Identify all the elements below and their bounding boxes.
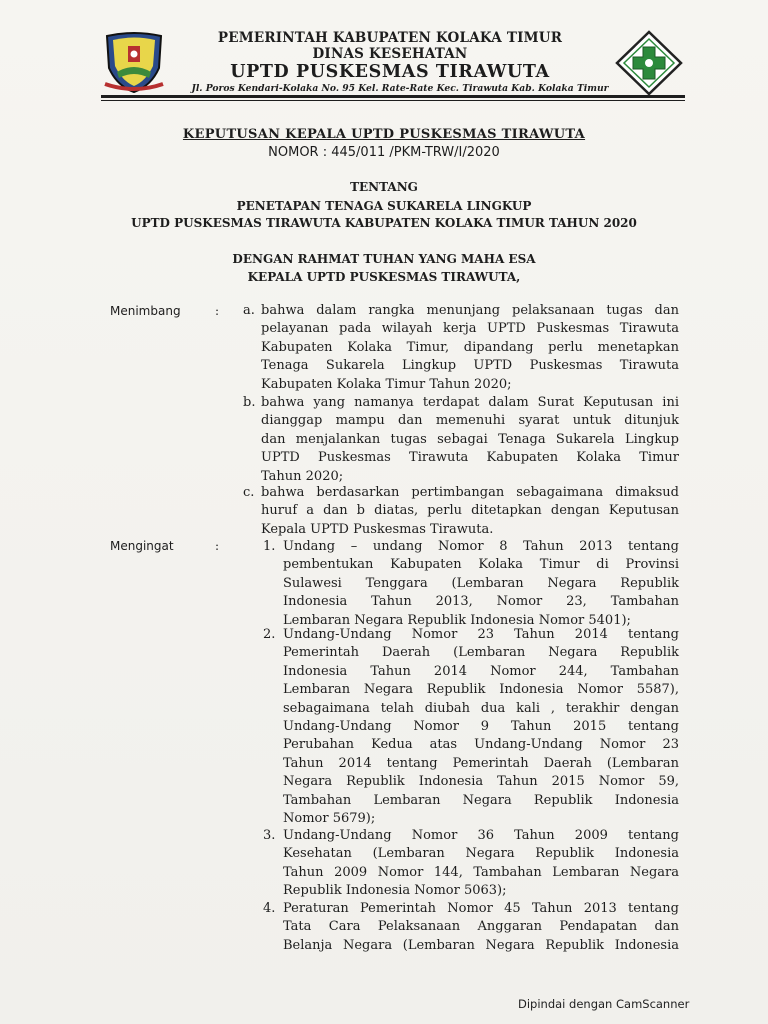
regency-emblem-logo xyxy=(101,28,167,94)
item-line: Tahun 2020; xyxy=(261,468,344,484)
letterhead-address: Jl. Poros Kendari-Kolaka No. 95 Kel. Rate-Rate Kec. Tirawuta Kab. Kolaka Timur xyxy=(191,83,609,94)
item-marker: b. xyxy=(243,395,256,410)
item-line: bahwa dalam rangka menunjang pelaksanaan tugas dan xyxy=(261,303,679,318)
item-line: Lembaran Negara Republik Indonesia Nomor 5587), xyxy=(283,682,679,698)
item-line: bahwa yang namanya terdapat dalam Surat Keputusan ini xyxy=(261,395,679,410)
item-line: bahwa berdasarkan pertimbangan sebagaimana dimaksud xyxy=(261,485,679,500)
item-line: Kepala UPTD Puskesmas Tirawuta. xyxy=(261,521,494,537)
item-line: Tata Cara Pelaksanaan Anggaran Pendapatan dan xyxy=(283,919,679,935)
item-line: Pemerintah Daerah (Lembaran Negara Republik xyxy=(283,645,679,661)
item-line: Undang – undang Nomor 8 Tahun 2013 tentang xyxy=(283,539,679,554)
item-line: UPTD Puskesmas Tirawuta Kabupaten Kolaka Timur xyxy=(261,450,679,466)
institution-name: UPTD PUSKESMAS TIRAWUTA xyxy=(230,62,550,82)
item-marker: 1. xyxy=(263,539,276,554)
mengingat-label: Mengingat xyxy=(110,539,174,553)
item-marker: a. xyxy=(243,303,255,318)
item-line: Tenaga Sukarela Lingkup UPTD Puskesmas Tirawuta xyxy=(261,358,679,374)
item-line: Indonesia Tahun 2014 Nomor 244, Tambahan xyxy=(283,663,679,679)
decree-title: KEPUTUSAN KEPALA UPTD PUSKESMAS TIRAWUTA xyxy=(182,127,586,142)
letterhead-text xyxy=(175,30,605,82)
item-line: Negara Republik Indonesia Tahun 2015 Nomor 59, xyxy=(283,774,679,790)
item-marker: c. xyxy=(243,485,255,500)
item-line: Undang-Undang Nomor 9 Tahun 2015 tentang xyxy=(283,719,679,734)
item-line: Kesehatan (Lembaran Negara Republik Indonesia xyxy=(283,846,679,862)
menimbang-colon: : xyxy=(215,304,220,318)
item-line: Tahun 2014 tentang Pemerintah Daerah (Lembaran xyxy=(283,755,679,771)
item-line: Belanja Negara (Lembaran Negara Republik Indonesia xyxy=(283,937,679,953)
item-line: Perubahan Kedua atas Undang-Undang Nomor 23 xyxy=(283,737,679,753)
item-line: Undang-Undang Nomor 23 Tahun 2014 tentang xyxy=(283,627,679,642)
item-line: Tambahan Lembaran Negara Republik Indonesia xyxy=(283,792,679,808)
item-line: Kabupaten Kolaka Timur Tahun 2020; xyxy=(261,376,512,392)
blessing-line1: DENGAN RAHMAT TUHAN YANG MAHA ESA xyxy=(232,252,536,266)
item-line: Republik Indonesia Nomor 5063); xyxy=(283,883,507,899)
item-line: huruf a dan b diatas, perlu ditetapkan dengan Keputusan xyxy=(261,503,679,519)
item-line: Peraturan Pemerintah Nomor 45 Tahun 2013 tentang xyxy=(283,901,679,916)
item-line: Indonesia Tahun 2013, Nomor 23, Tambahan xyxy=(283,594,679,610)
item-marker: 3. xyxy=(263,828,276,843)
letterhead-divider xyxy=(101,95,685,98)
menimbang-label: Menimbang xyxy=(110,304,181,318)
mengingat-colon: : xyxy=(215,539,220,553)
item-line: Lembaran Negara Republik Indonesia Nomor 5401); xyxy=(283,612,631,628)
decree-number: NOMOR : 445/011 /PKM-TRW/I/2020 xyxy=(268,145,500,160)
puskesmas-cross-logo xyxy=(615,30,683,96)
item-line: dianggap mampu dan memenuhi syarat untuk ditunjuk xyxy=(261,413,679,429)
decree-about: TENTANG xyxy=(350,180,418,194)
item-line: sebagaimana telah diubah dua kali , terakhir dengan xyxy=(283,700,679,716)
item-line: Sulawesi Tenggara (Lembaran Negara Republik xyxy=(283,575,679,591)
item-line: pembentukan Kabupaten Kolaka Timur di Provinsi xyxy=(283,557,679,573)
item-line: pelayanan pada wilayah kerja UPTD Puskesmas Tirawuta xyxy=(261,321,679,337)
agency-name: DINAS KESEHATAN xyxy=(312,46,468,62)
item-line: Undang-Undang Nomor 36 Tahun 2009 tentang xyxy=(283,828,679,843)
item-line: Kabupaten Kolaka Timur, dipandang perlu menetapkan xyxy=(261,339,679,355)
letterhead-divider-thin xyxy=(101,100,685,101)
item-line: dan menjalankan tugas sebagai Tenaga Sukarela Lingkup xyxy=(261,431,679,447)
decree-subject-line1: PENETAPAN TENAGA SUKARELA LINGKUP xyxy=(236,199,532,213)
decree-subject-line2: UPTD PUSKESMAS TIRAWUTA KABUPATEN KOLAKA TIMUR TAHUN 2020 xyxy=(131,216,637,230)
item-line: Tahun 2009 Nomor 144, Tambahan Lembaran Negara xyxy=(283,864,679,880)
item-line: Nomor 5679); xyxy=(283,811,376,826)
scanner-watermark: Dipindai dengan CamScanner xyxy=(518,997,690,1011)
item-marker: 4. xyxy=(263,901,276,916)
item-marker: 2. xyxy=(263,627,276,642)
blessing-line2: KEPALA UPTD PUSKESMAS TIRAWUTA, xyxy=(247,270,521,284)
government-name: PEMERINTAH KABUPATEN KOLAKA TIMUR xyxy=(217,30,563,46)
